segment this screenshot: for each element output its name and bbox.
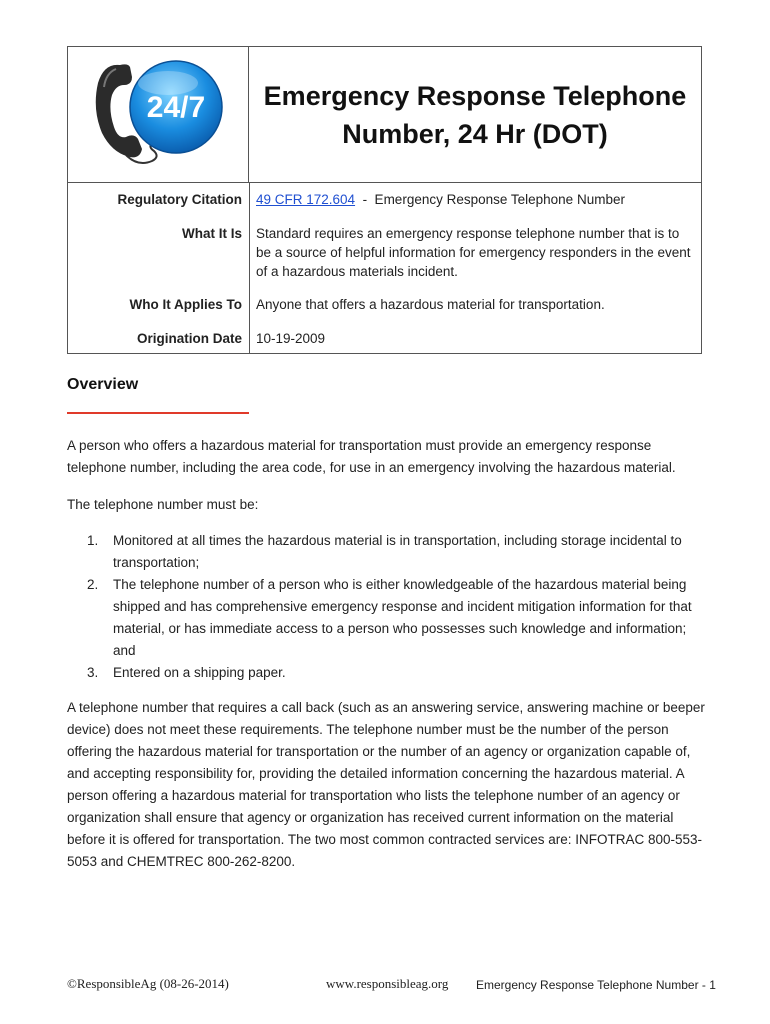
list-number: 2. bbox=[87, 577, 99, 592]
footer-page-label: Emergency Response Telephone Number - 1 bbox=[476, 978, 716, 992]
citation-link[interactable]: 49 CFR 172.604 bbox=[256, 192, 356, 207]
list-item bbox=[87, 530, 707, 574]
overview-paragraph-2: The telephone number must be: bbox=[67, 497, 259, 512]
overview-underline bbox=[67, 412, 249, 414]
list-number: 3. bbox=[87, 665, 99, 680]
list-text: The telephone number of a person who is either knowledgeable of the hazardous material being shipped and has comprehensive emergency response and incident mitigation information for that material, or has immediate access to a person who possesses such knowledge and information; and bbox=[113, 577, 692, 658]
citation-text: - Emergency Response Telephone Number bbox=[355, 192, 625, 207]
phone-24-7-logo-icon bbox=[68, 47, 249, 182]
what-value: Standard requires an emergency response telephone number that is to be a source of helpful information for emergency responders in the event of a hazardous materials incident. bbox=[256, 226, 691, 279]
overview-paragraph-1: A person who offers a hazardous material for transportation must provide an emergency response telephone number, including the area code, for use in an emergency involving the hazardous material. bbox=[67, 438, 676, 475]
applies-label: Who It Applies To bbox=[129, 297, 242, 312]
list-item bbox=[87, 662, 707, 684]
info-column-divider bbox=[249, 182, 250, 353]
logo-text: 24/7 bbox=[146, 91, 206, 124]
applies-value: Anyone that offers a hazardous material for transportation. bbox=[256, 297, 605, 312]
logo-cell bbox=[68, 47, 249, 182]
header-table bbox=[67, 46, 702, 354]
title-cell bbox=[249, 47, 701, 182]
page-title-line-1: Emergency Response Telephone bbox=[263, 80, 687, 111]
page-title-line-2: Number, 24 Hr (DOT) bbox=[342, 118, 608, 149]
overview-heading: Overview bbox=[67, 376, 139, 393]
requirements-list bbox=[87, 530, 707, 684]
list-item bbox=[87, 574, 707, 662]
date-value: 10-19-2009 bbox=[256, 331, 326, 346]
overview-paragraph-3: A telephone number that requires a call back (such as an answering service, answering machine or beeper device) does not meet these requirements. The telephone number must be the number of the person offering the hazardous material for transportation or the number of an agency or organization capable of, and accepting responsibility for, providing the detailed information concerning the hazardous material. A person offering a hazardous material for transportation who lists the telephone number of an agency or organization shall ensure that agency or organization has received current information on the material before it is offered for transportation. The two most common contracted services are: INFOTRAC 800-553-5053 and CHEMTREC 800-262-8200. bbox=[67, 700, 705, 869]
citation-label: Regulatory Citation bbox=[117, 192, 242, 207]
date-label: Origination Date bbox=[136, 331, 242, 346]
citation-value bbox=[256, 190, 696, 209]
footer-website: www.responsibleag.org bbox=[326, 976, 449, 991]
what-label: What It Is bbox=[182, 226, 242, 241]
footer-copyright: ©ResponsibleAg (08-26-2014) bbox=[67, 976, 229, 991]
list-text: Monitored at all times the hazardous material is in transportation, including storage incidental to transportation; bbox=[113, 533, 682, 570]
list-number: 1. bbox=[87, 533, 99, 548]
list-text: Entered on a shipping paper. bbox=[113, 665, 286, 680]
header-divider bbox=[68, 182, 701, 183]
